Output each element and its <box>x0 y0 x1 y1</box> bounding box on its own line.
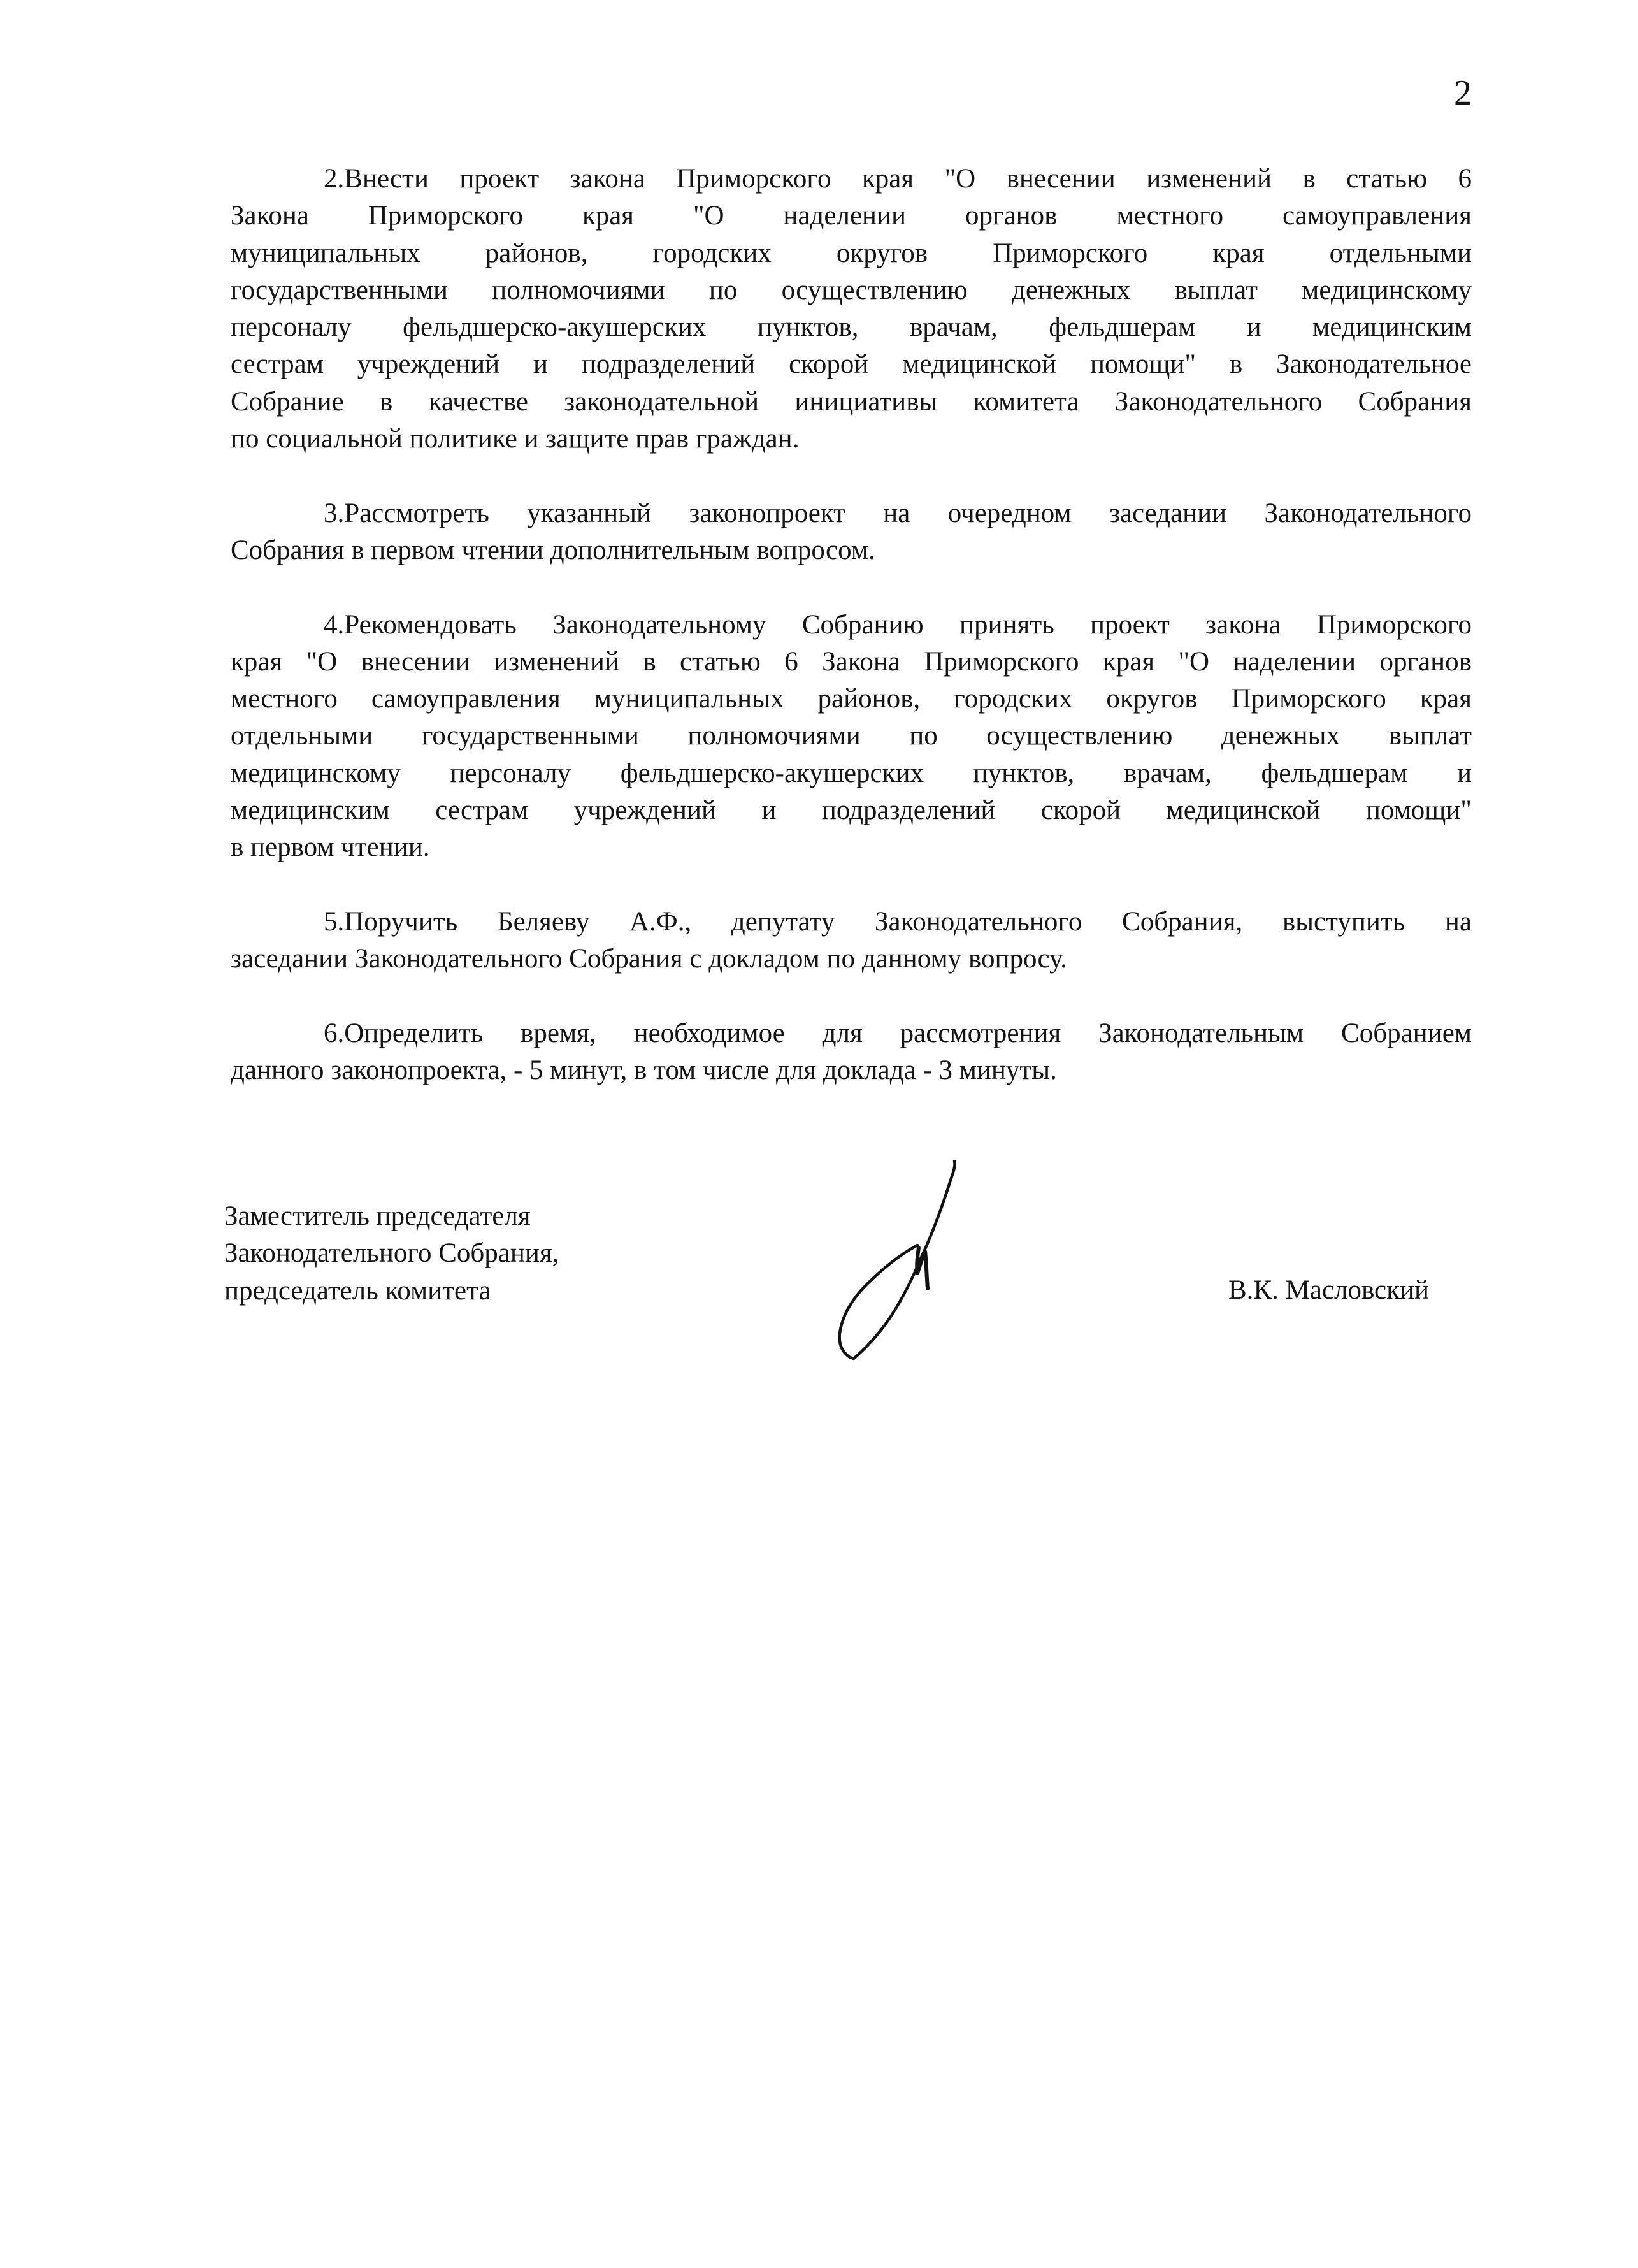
paragraph-line: Собрание в качестве законодательной инициативы комитета Законодательного Собрания <box>231 386 1472 417</box>
paragraph-line: медицинскому персоналу фельдшерско-акушерских пунктов, врачам, фельдшерам и <box>231 758 1472 788</box>
paragraph-line: края "О внесении изменений в статью 6 Закона Приморского края "О наделении органов <box>231 646 1472 677</box>
paragraph-line: 6.Определить время, необходимое для рассмотрения Законодательным Собранием <box>324 1018 1472 1048</box>
paragraph-3 <box>231 495 1472 570</box>
paragraph-line: 3.Рассмотреть указанный законопроект на очередном заседании Законодательного <box>324 498 1472 528</box>
paragraph-2 <box>231 161 1472 458</box>
paragraph-line: медицинским сестрам учреждений и подразделений скорой медицинской помощи" <box>231 795 1472 826</box>
handwritten-signature-icon <box>822 1147 975 1376</box>
paragraph-line: 4.Рекомендовать Законодательному Собранию принять проект закона Приморского <box>324 609 1472 640</box>
paragraph-line: заседании Законодательного Собрания с докладом по данному вопросу. <box>231 944 1067 974</box>
paragraph-line: государственными полномочиями по осуществлению денежных выплат медицинскому <box>231 275 1472 305</box>
paragraph-line: данного законопроекта, - 5 минут, в том числе для доклада - 3 минуты. <box>231 1055 1057 1086</box>
paragraph-5 <box>231 904 1472 978</box>
paragraph-line: 5.Поручить Беляеву А.Ф., депутату Законодательного Собрания, выступить на <box>324 906 1472 937</box>
signer-name: В.К. Масловский <box>1228 1275 1430 1305</box>
paragraph-line: местного самоуправления муниципальных районов, городских округов Приморского края <box>231 684 1472 714</box>
paragraph-6 <box>231 1015 1472 1090</box>
paragraph-line: 2.Внести проект закона Приморского края "О внесении изменений в статью 6 <box>324 164 1472 194</box>
document-body <box>231 161 1472 1127</box>
paragraph-line: сестрам учреждений и подразделений скорой медицинской помощи" в Законодательное <box>231 349 1472 380</box>
paragraph-line: Собрания в первом чтении дополнительным вопросом. <box>231 535 875 565</box>
paragraph-line: муниципальных районов, городских округов Приморского края отдельными <box>231 238 1472 268</box>
signer-title-line: Заместитель председателя <box>224 1201 531 1231</box>
paragraph-line: отдельными государственными полномочиями по осуществлению денежных выплат <box>231 721 1472 751</box>
paragraph-line: Закона Приморского края "О наделении органов местного самоуправления <box>231 201 1472 231</box>
paragraph-line: в первом чтении. <box>231 832 430 863</box>
signer-title-line: председатель комитета <box>224 1275 491 1306</box>
signature-flourish <box>917 1248 928 1289</box>
paragraph-4 <box>231 607 1472 867</box>
page-number: 2 <box>1454 73 1472 113</box>
paragraph-line: по социальной политике и защите прав граждан. <box>231 424 800 454</box>
signer-title <box>224 1198 559 1310</box>
paragraph-line: персоналу фельдшерско-акушерских пунктов, врачам, фельдшерам и медицинским <box>231 312 1472 343</box>
signature-stroke <box>840 1161 955 1359</box>
signer-title-line: Законодательного Собрания, <box>224 1238 559 1269</box>
